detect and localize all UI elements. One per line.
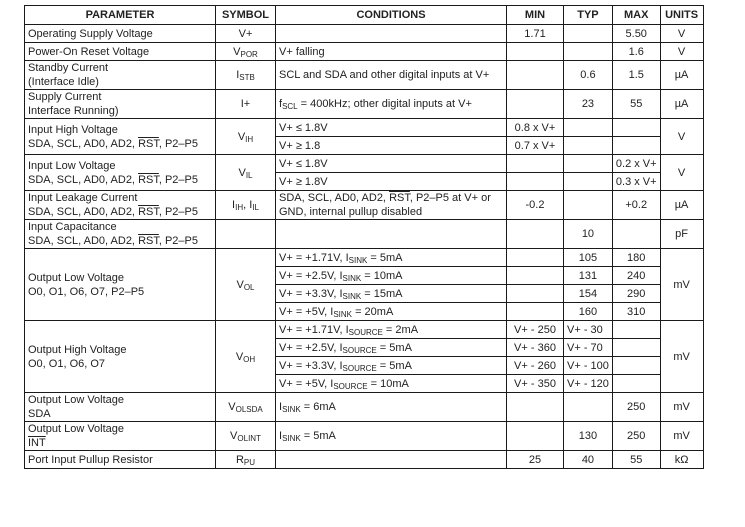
units-cell: V: [660, 155, 703, 191]
cond-subscript: SINK: [342, 273, 362, 283]
max-cell: 240: [612, 267, 660, 285]
cond-text: , P2–P5 at V+ or: [409, 192, 491, 204]
symbol-subscript: IH: [245, 134, 254, 144]
cond-text: = 5mA: [376, 341, 412, 354]
units-cell: mV: [660, 321, 703, 393]
parameter-cell: [25, 191, 216, 220]
symbol-cell: [216, 191, 276, 220]
typ-cell: [564, 191, 613, 220]
typ-cell: [564, 155, 613, 173]
param-text: , P2–P5: [158, 137, 198, 150]
typ-cell: [564, 119, 613, 137]
cond-text: V+ = +2.5V, I: [279, 341, 343, 354]
parameter-line: Output Low Voltage: [28, 271, 125, 284]
units-cell: kΩ: [660, 451, 703, 469]
parameter-line: Output Low Voltage: [28, 394, 125, 406]
max-cell: 250: [612, 393, 660, 422]
cond-text: I: [279, 401, 283, 413]
symbol-main: V: [233, 45, 241, 58]
overline-text: $\overline{RST}$: [138, 235, 159, 247]
cond-text: = 400kHz; other digital inputs at V+: [297, 98, 472, 110]
param-text: , P2–P5: [158, 235, 198, 247]
units-cell: V: [660, 43, 703, 61]
conditions-cell: [276, 303, 507, 321]
parameter-cell: [25, 90, 216, 119]
min-cell: [507, 393, 564, 422]
conditions-cell: [276, 267, 507, 285]
units-cell: µA: [660, 90, 703, 119]
cond-text: = 10mA: [361, 269, 403, 282]
typ-cell: V+ - 100: [564, 357, 613, 375]
units-cell: mV: [660, 393, 703, 422]
units-cell: V: [660, 119, 703, 155]
cond-subscript: SOURCE: [342, 345, 377, 355]
cond-text: = 15mA: [361, 287, 403, 300]
symbol-subscript: IL: [245, 170, 253, 180]
min-cell: [507, 155, 564, 173]
cond-text: f: [279, 98, 283, 110]
parameter-line: O0, O1, O6, O7: [28, 357, 106, 370]
parameter-cell: [25, 220, 216, 249]
units-cell: mV: [660, 249, 703, 321]
typ-cell: 130: [564, 422, 613, 451]
conditions-cell: [276, 285, 507, 303]
conditions-cell: [276, 393, 507, 422]
conditions-cell: [276, 191, 507, 220]
parameter-line: Supply Current: [28, 91, 102, 103]
typ-cell: V+ - 30: [564, 321, 613, 339]
cond-text: V+ = +2.5V, I: [279, 269, 343, 282]
min-cell: [507, 285, 564, 303]
param-text: SDA, SCL, AD0, AD2,: [28, 137, 139, 150]
max-cell: [612, 119, 660, 137]
symbol-main: I: [236, 69, 240, 81]
cond-text: V+ = +1.71V, I: [279, 251, 349, 264]
header-units: UNITS: [660, 6, 703, 25]
min-cell: [507, 90, 564, 119]
min-cell: 0.7 x V+: [507, 137, 564, 155]
symbol-main: , I: [243, 199, 253, 211]
max-cell: 55: [612, 90, 660, 119]
max-cell: [612, 220, 660, 249]
max-cell: 55: [612, 451, 660, 469]
parameter-cell: Power-On Reset Voltage: [25, 43, 216, 61]
overline-text: $\overline{RST}$: [138, 173, 159, 186]
cond-subscript: SINK: [348, 255, 368, 265]
cond-text: = 5mA: [376, 359, 412, 372]
parameter-cell: Port Input Pullup Resistor: [25, 451, 216, 469]
symbol-main: V: [235, 350, 244, 363]
typ-cell: 23: [564, 90, 613, 119]
min-cell: [507, 422, 564, 451]
parameter-cell: [25, 321, 216, 393]
min-cell: V+ - 250: [507, 321, 564, 339]
min-cell: [507, 173, 564, 191]
cond-subscript: SINK: [342, 291, 362, 301]
table-row: [25, 155, 704, 173]
header-max: MAX: [612, 6, 660, 25]
parameter-cell: [25, 393, 216, 422]
cond-text: V+ = +3.3V, I: [279, 359, 343, 372]
overline-text: $\overline{RST}$: [138, 206, 159, 218]
cond-text: = 20mA: [352, 305, 394, 318]
typ-cell: 10: [564, 220, 613, 249]
param-text: , P2–P5: [158, 173, 198, 186]
min-cell: [507, 220, 564, 249]
typ-cell: V+ - 70: [564, 339, 613, 357]
header-min: MIN: [507, 6, 564, 25]
table-row: [25, 393, 704, 422]
symbol-subscript: OH: [243, 354, 256, 364]
units-cell: µA: [660, 191, 703, 220]
symbol-subscript: IH: [235, 203, 244, 212]
symbol-subscript: OLINT: [237, 434, 261, 443]
symbol-subscript: OLSDA: [235, 405, 263, 414]
parameter-line: Standby Current: [28, 62, 109, 74]
parameter-line: (Interface Idle): [28, 76, 99, 88]
symbol-main: R: [235, 453, 244, 466]
conditions-cell: [276, 375, 507, 393]
conditions-cell: SCL and SDA and other digital inputs at V+: [276, 61, 507, 90]
conditions-cell: [276, 451, 507, 469]
min-cell: V+ - 360: [507, 339, 564, 357]
cond-subscript: SOURCE: [342, 363, 377, 373]
units-cell: pF: [660, 220, 703, 249]
cond-text: V+ = +5V, I: [279, 377, 334, 390]
min-cell: [507, 267, 564, 285]
cond-line: GND, internal pullup disabled: [279, 206, 423, 218]
typ-cell: V+ - 120: [564, 375, 613, 393]
symbol-cell: [216, 249, 276, 321]
conditions-cell: [276, 25, 507, 43]
parameter-line: Input Leakage Current: [28, 192, 138, 204]
table-row: [25, 422, 704, 451]
typ-cell: 154: [564, 285, 613, 303]
typ-cell: 105: [564, 249, 613, 267]
max-cell: 250: [612, 422, 660, 451]
symbol-subscript: PU: [243, 457, 256, 467]
cond-text: = 2mA: [382, 323, 419, 336]
symbol-cell: [216, 155, 276, 191]
max-cell: [612, 321, 660, 339]
param-text: , P2–P5: [158, 206, 198, 218]
cond-text: V+ = +3.3V, I: [279, 287, 343, 300]
cond-subscript: SCL: [282, 102, 298, 111]
max-cell: 310: [612, 303, 660, 321]
table-row: [25, 119, 704, 137]
cond-text: V+ = +5V, I: [279, 305, 334, 318]
parameter-cell: [25, 422, 216, 451]
overline-text: $\overline{RST}$: [138, 137, 159, 150]
header-row: [25, 6, 704, 25]
parameter-line: Input Capacitance: [28, 221, 117, 233]
parameter-cell: Operating Supply Voltage: [25, 25, 216, 43]
symbol-cell: [216, 220, 276, 249]
conditions-cell: V+ ≤ 1.8V: [276, 155, 507, 173]
parameter-cell: [25, 119, 216, 155]
parameter-line: O0, O1, O6, O7, P2–P5: [28, 285, 145, 298]
symbol-cell: [216, 119, 276, 155]
parameter-line: Input High Voltage: [28, 123, 118, 136]
table-row: [25, 451, 704, 469]
table-row: [25, 90, 704, 119]
table-row: [25, 220, 704, 249]
units-cell: V: [660, 25, 703, 43]
min-cell: [507, 303, 564, 321]
max-cell: 1.5: [612, 61, 660, 90]
symbol-cell: I+: [216, 90, 276, 119]
conditions-cell: [276, 220, 507, 249]
table-row: [25, 321, 704, 339]
min-cell: V+ - 350: [507, 375, 564, 393]
symbol-main: V: [238, 166, 246, 179]
electrical-characteristics-table: [24, 5, 704, 469]
typ-cell: [564, 25, 613, 43]
typ-cell: 0.6: [564, 61, 613, 90]
overline-text: $\overline{INT}$: [28, 437, 46, 449]
param-text: SDA, SCL, AD0, AD2,: [28, 173, 139, 186]
parameter-line: Output Low Voltage: [28, 423, 125, 435]
conditions-cell: V+ falling: [276, 43, 507, 61]
cond-subscript: SOURCE: [348, 327, 383, 337]
max-cell: [612, 137, 660, 155]
typ-cell: [564, 43, 613, 61]
parameter-line: SDA: [28, 408, 51, 420]
max-cell: [612, 357, 660, 375]
min-cell: 25: [507, 451, 564, 469]
conditions-cell: V+ ≥ 1.8V: [276, 173, 507, 191]
conditions-cell: [276, 357, 507, 375]
max-cell: 0.3 x V+: [612, 173, 660, 191]
max-cell: 290: [612, 285, 660, 303]
cond-text: V+ = +1.71V, I: [279, 323, 349, 336]
conditions-cell: [276, 422, 507, 451]
table-row: [25, 61, 704, 90]
conditions-cell: [276, 339, 507, 357]
parameter-line: Interface Running): [28, 105, 119, 117]
parameter-line: [28, 234, 212, 248]
cond-text: = 10mA: [367, 377, 409, 390]
symbol-cell: V+: [216, 25, 276, 43]
max-cell: +0.2: [612, 191, 660, 220]
symbol-subscript: OL: [243, 282, 255, 292]
symbol-main: V: [228, 401, 236, 413]
symbol-cell: [216, 61, 276, 90]
header-parameter: PARAMETER: [25, 6, 216, 25]
symbol-main: V: [237, 130, 246, 143]
header-symbol: SYMBOL: [216, 6, 276, 25]
min-cell: 1.71: [507, 25, 564, 43]
header-conditions: CONDITIONS: [276, 6, 507, 25]
max-cell: 1.6: [612, 43, 660, 61]
parameter-cell: [25, 155, 216, 191]
typ-cell: 131: [564, 267, 613, 285]
min-cell: [507, 43, 564, 61]
typ-cell: 160: [564, 303, 613, 321]
min-cell: [507, 61, 564, 90]
symbol-subscript: IL: [252, 203, 259, 212]
symbol-subscript: POR: [240, 49, 258, 59]
typ-cell: 40: [564, 451, 613, 469]
cond-subscript: SINK: [282, 405, 301, 414]
units-cell: mV: [660, 422, 703, 451]
min-cell: V+ - 260: [507, 357, 564, 375]
symbol-main: V: [230, 430, 238, 442]
parameter-line: [28, 436, 212, 450]
cond-text: = 5mA: [300, 430, 336, 442]
cond-subscript: SOURCE: [333, 381, 368, 391]
symbol-cell: [216, 321, 276, 393]
min-cell: [507, 249, 564, 267]
param-text: SDA, SCL, AD0, AD2,: [28, 206, 139, 218]
cond-text: I: [279, 430, 283, 442]
min-cell: 0.8 x V+: [507, 119, 564, 137]
typ-cell: [564, 137, 613, 155]
parameter-cell: [25, 249, 216, 321]
table-row: [25, 43, 704, 61]
overline-text: $\overline{RST}$: [389, 192, 410, 204]
cond-text: SDA, SCL, AD0, AD2,: [279, 192, 390, 204]
conditions-cell: [276, 321, 507, 339]
symbol-subscript: STB: [239, 73, 255, 82]
conditions-cell: V+ ≥ 1.8: [276, 137, 507, 155]
max-cell: 5.50: [612, 25, 660, 43]
cond-subscript: SINK: [282, 434, 301, 443]
cond-line: [279, 191, 503, 205]
symbol-cell: [216, 451, 276, 469]
conditions-cell: V+ ≤ 1.8V: [276, 119, 507, 137]
max-cell: 180: [612, 249, 660, 267]
symbol-main: I: [232, 199, 236, 211]
parameter-line: Input Low Voltage: [28, 159, 116, 172]
header-typ: TYP: [564, 6, 613, 25]
parameter-line: [28, 137, 212, 151]
max-cell: [612, 375, 660, 393]
min-cell: -0.2: [507, 191, 564, 220]
param-text: SDA, SCL, AD0, AD2,: [28, 235, 139, 247]
typ-cell: [564, 393, 613, 422]
units-cell: µA: [660, 61, 703, 90]
table-row: [25, 249, 704, 267]
conditions-cell: [276, 249, 507, 267]
cond-text: = 6mA: [300, 401, 336, 413]
symbol-main: V: [236, 278, 244, 291]
max-cell: [612, 339, 660, 357]
parameter-line: [28, 205, 212, 219]
typ-cell: [564, 173, 613, 191]
parameter-line: Output High Voltage: [28, 343, 127, 356]
conditions-cell: [276, 90, 507, 119]
cond-text: = 5mA: [367, 251, 403, 264]
symbol-cell: [216, 422, 276, 451]
parameter-line: [28, 173, 212, 187]
max-cell: 0.2 x V+: [612, 155, 660, 173]
table-row: [25, 191, 704, 220]
parameter-cell: [25, 61, 216, 90]
symbol-cell: [216, 393, 276, 422]
symbol-cell: [216, 43, 276, 61]
table-row: [25, 25, 704, 43]
cond-subscript: SINK: [333, 309, 353, 319]
